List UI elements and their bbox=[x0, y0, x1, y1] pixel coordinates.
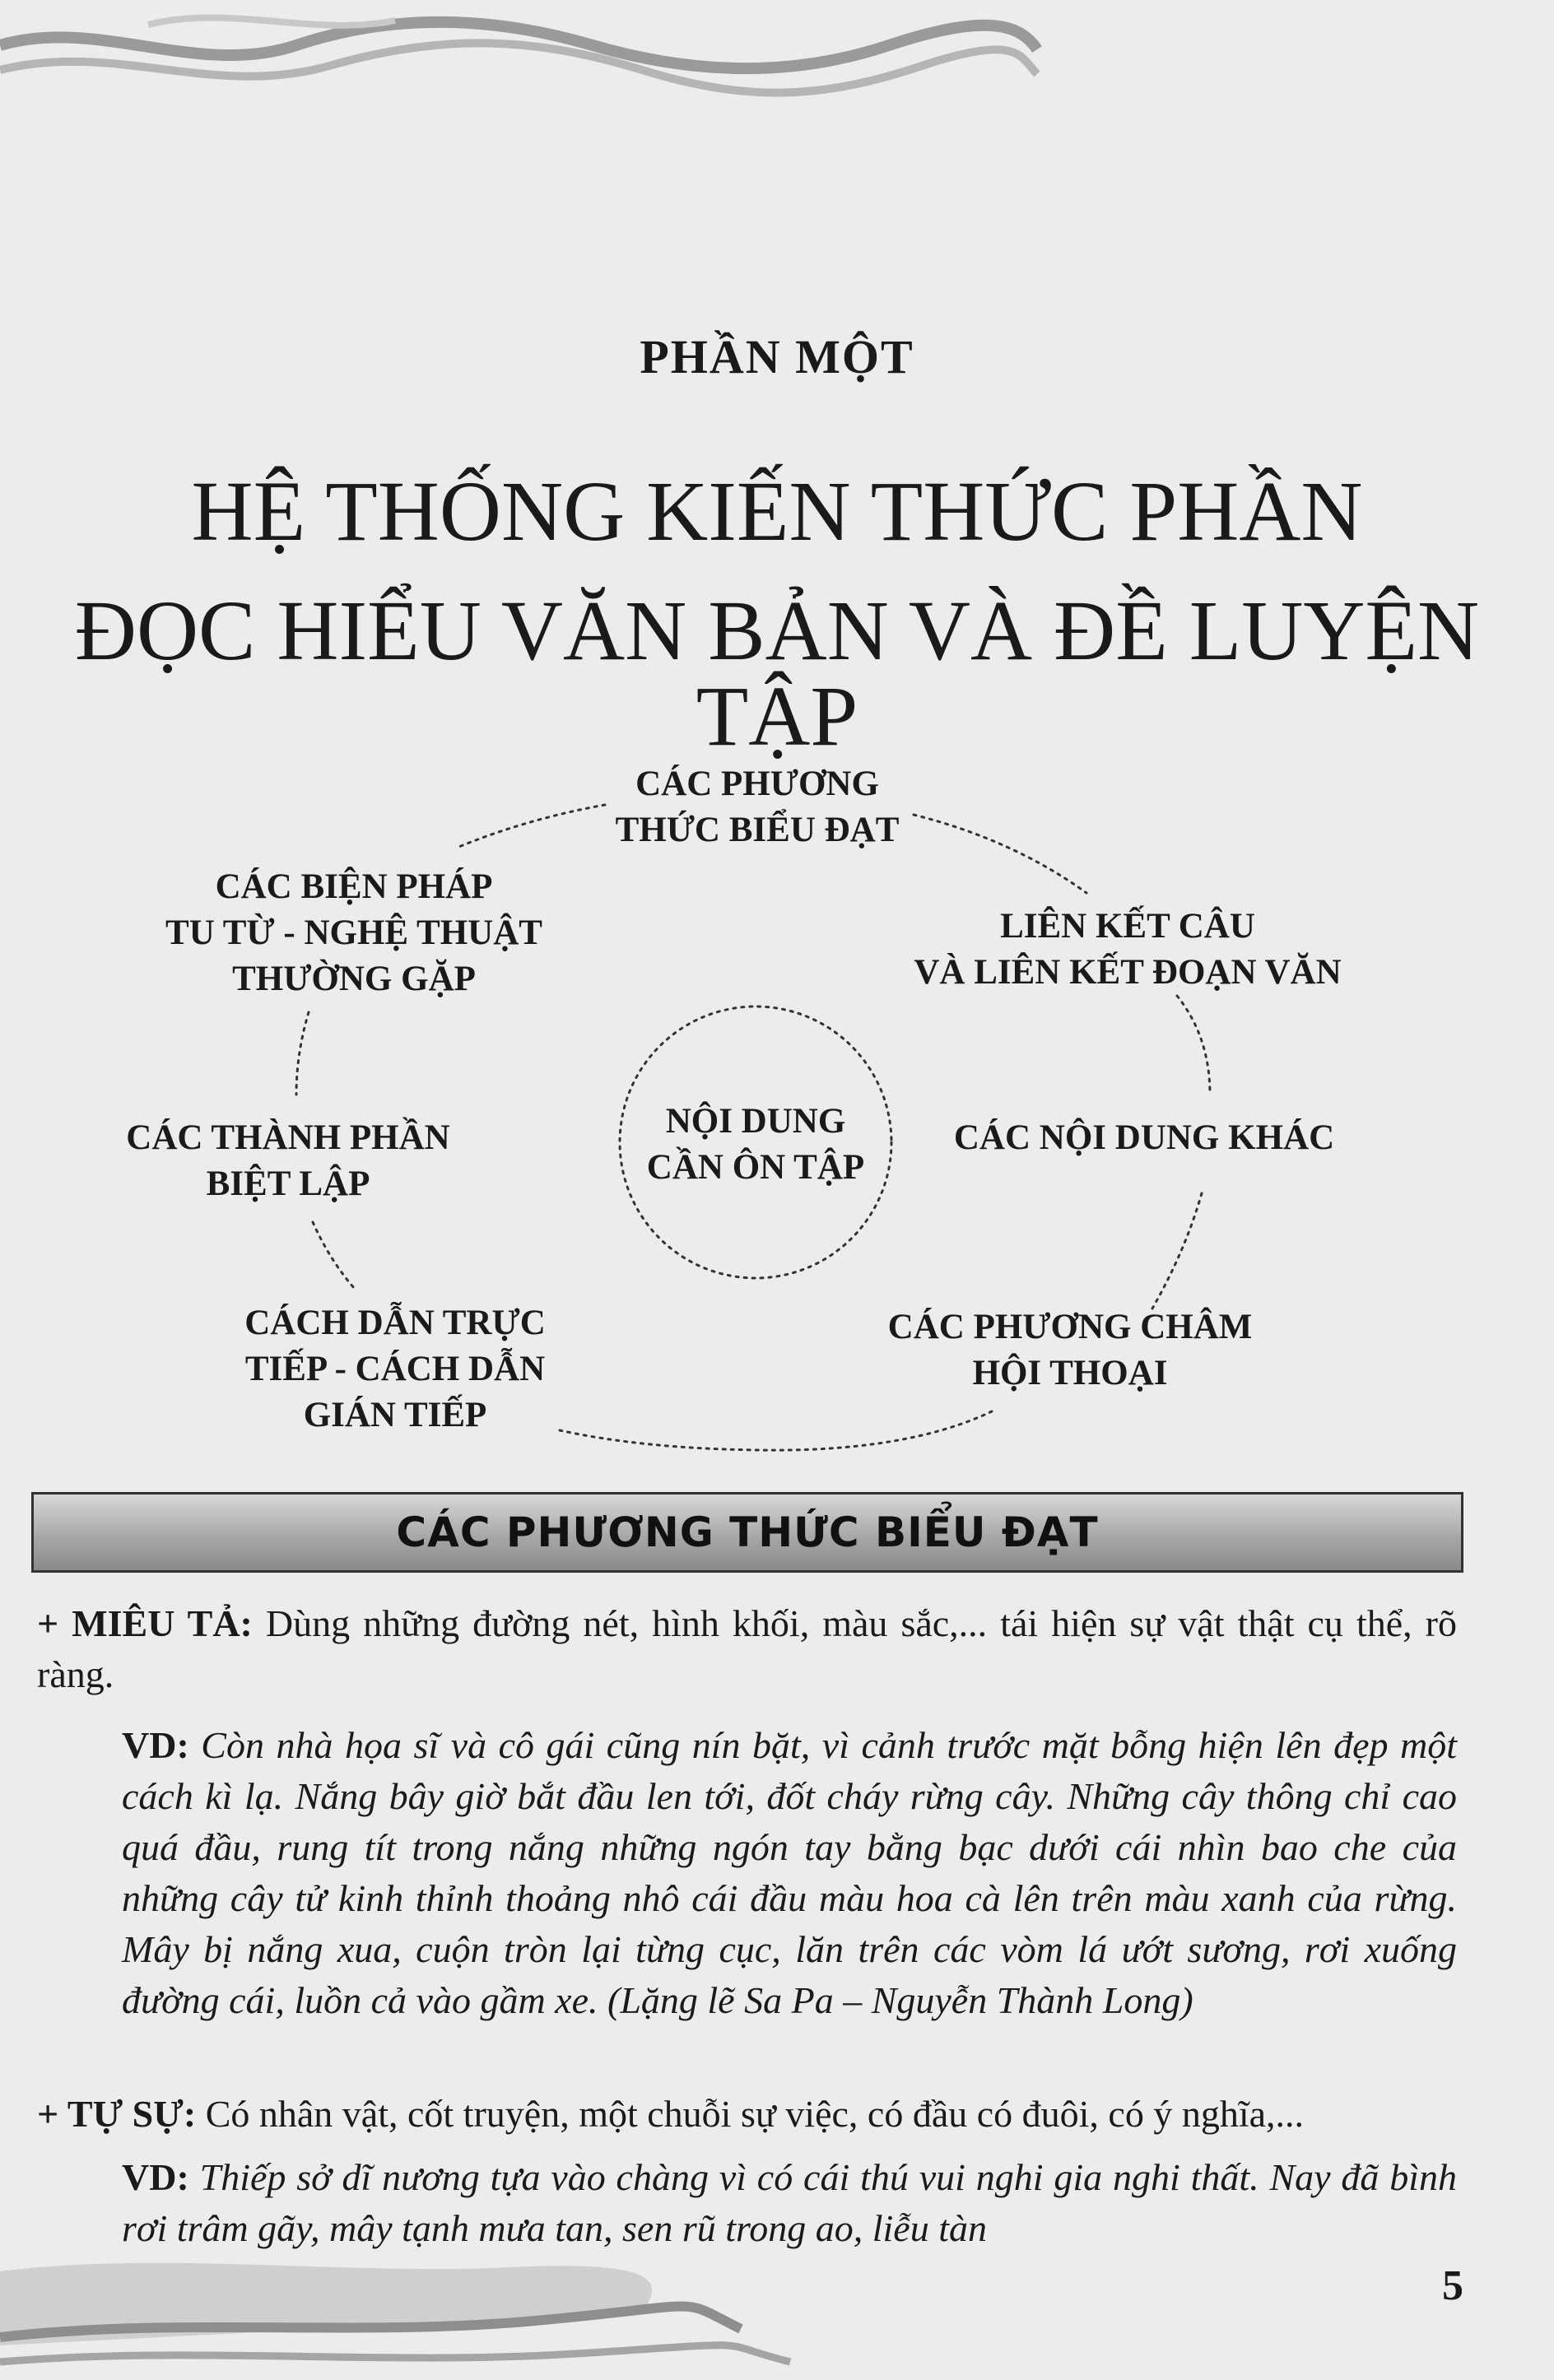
connector-top-right bbox=[914, 815, 1086, 893]
text-tu-su: Có nhân vật, cốt truyện, một chuỗi sự việc, có đầu có đuôi, có ý nghĩa,... bbox=[205, 2093, 1305, 2135]
label-vd-2: VD: bbox=[122, 2156, 189, 2198]
node-cach-dan: CÁCH DẪN TRỰC TIẾP - CÁCH DẪN GIÁN TIẾP bbox=[244, 1304, 546, 1434]
connector-left-lower bbox=[313, 1222, 354, 1288]
label-tu-su: + TỰ SỰ: bbox=[37, 2093, 197, 2135]
section-heading: CÁC PHƯƠNG THỨC BIỂU ĐẠT bbox=[396, 1508, 1099, 1556]
label-mieu-ta: + MIÊU TẢ: bbox=[37, 1602, 253, 1644]
center-node: NỘI DUNG CẦN ÔN TẬP bbox=[646, 1102, 865, 1187]
node-lien-ket: LIÊN KẾT CÂU VÀ LIÊN KẾT ĐOẠN VĂN bbox=[914, 907, 1342, 992]
label-vd-1: VD: bbox=[122, 1724, 189, 1766]
node-thanh-phan-biet-lap: CÁC THÀNH PHẦN BIỆT LẬP bbox=[126, 1118, 450, 1203]
bottom-wave-decoration bbox=[0, 2238, 1554, 2380]
main-title-line-2: ĐỌC HIỂU VĂN BẢN VÀ ĐỀ LUYỆN TẬP bbox=[74, 583, 1480, 764]
section-banner bbox=[31, 1492, 1463, 1573]
text-example-tu-su: Thiếp sở dĩ nương tựa vào chàng vì có cái thú vui nghi gia nghi thất. Nay đã bình rơi trâm gãy, mây tạnh mưa tan, sen rũ trong ao, liễu tàn bbox=[122, 2156, 1457, 2249]
paragraph-mieu-ta bbox=[37, 1598, 1457, 1700]
text-mieu-ta: Dùng những đường nét, hình khối, màu sắc,... tái hiện sự vật thật cụ thể, rõ ràng. bbox=[37, 1602, 1457, 1695]
node-bien-phap-tu-tu: CÁC BIỆN PHÁP TU TỪ - NGHỆ THUẬT THƯỜNG GẶP bbox=[165, 867, 542, 998]
connector-right-upper bbox=[1177, 996, 1210, 1095]
page-number: 5 bbox=[1442, 2262, 1463, 2309]
connector-bottom bbox=[560, 1411, 992, 1450]
node-phuong-thuc-bieu-dat: CÁC PHƯƠNG THỨC BIỂU ĐẠT bbox=[615, 765, 900, 849]
connector-right-lower bbox=[1152, 1193, 1202, 1309]
example-mieu-ta bbox=[122, 1720, 1457, 2026]
part-label: PHẦN MỘT bbox=[640, 330, 914, 383]
paragraph-tu-su bbox=[37, 2089, 1457, 2140]
node-phuong-cham-hoi-thoai: CÁC PHƯƠNG CHÂM HỘI THOẠI bbox=[887, 1308, 1253, 1392]
text-example-mieu-ta: Còn nhà họa sĩ và cô gái cũng nín bặt, vì cảnh trước mặt bỗng hiện lên đẹp một cách kì lạ. Nắng bây giờ bắt đầu len tới, đốt cháy rừng cây. Những cây thông chỉ cao quá đầu, rung tít trong nắng những ngón tay bằng bạc dưới cái nhìn bao che của những cây tử kinh thỉnh thoảng nhô cái đầu màu hoa cà lên trên màu xanh của rừng. Mây bị nắng xua, cuộn tròn lại từng cục, lăn trên các vòm lá ướt sương, rơi xuống đường cái, luồn cả vào gầm xe. (Lặng lẽ Sa Pa – Nguyễn Thành Long) bbox=[122, 1724, 1458, 2021]
main-title-line-1: HỆ THỐNG KIẾN THỨC PHẦN bbox=[191, 464, 1363, 559]
node-noi-dung-khac: CÁC NỘI DUNG KHÁC bbox=[953, 1118, 1335, 1157]
connector-left-upper bbox=[296, 1012, 309, 1095]
top-wave-decoration bbox=[0, 0, 1554, 123]
content-diagram bbox=[0, 741, 1554, 1465]
